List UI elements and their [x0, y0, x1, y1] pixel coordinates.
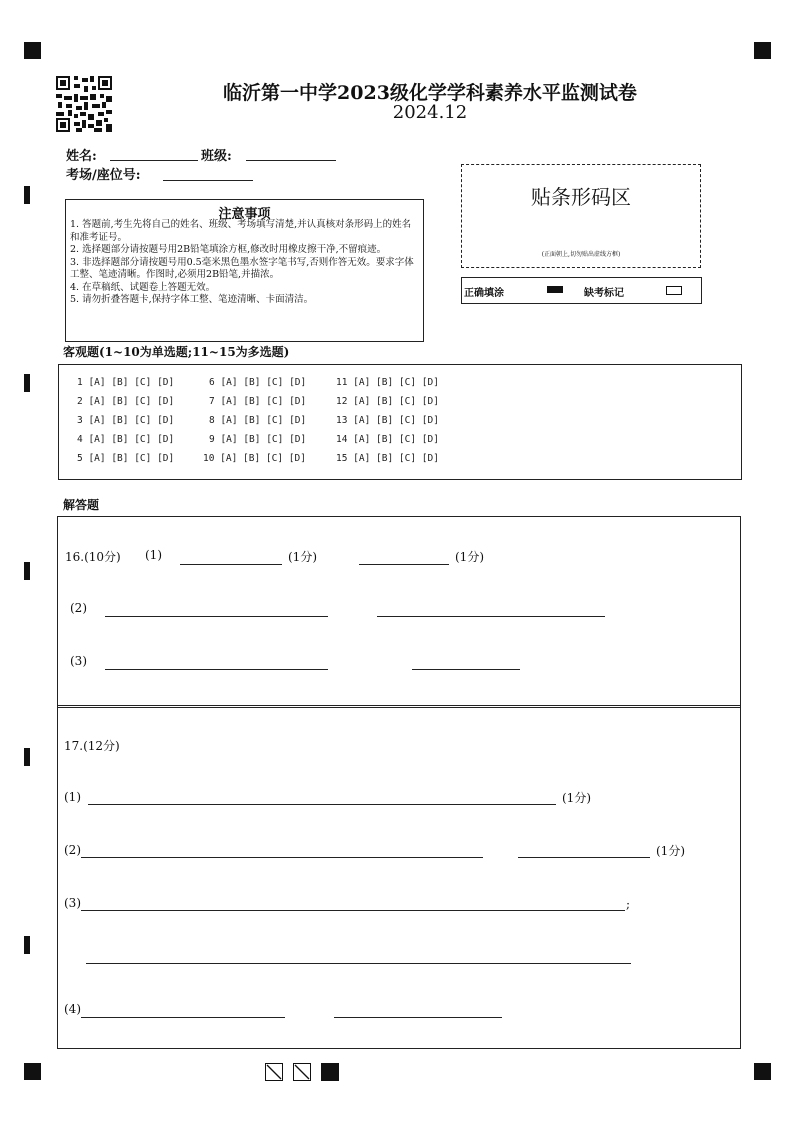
absent-label: 缺考标记	[584, 288, 624, 299]
objective-row[interactable]: 1 [A] [B] [C] [D]	[77, 377, 175, 388]
q17-semicolon: ;	[626, 897, 631, 911]
objective-row[interactable]: 14 [A] [B] [C] [D]	[336, 434, 439, 445]
q16-answer-1a[interactable]	[180, 564, 282, 565]
q16-answer-3b[interactable]	[412, 669, 520, 670]
timing-mark	[24, 374, 30, 392]
q17-score-2: (1分)	[656, 844, 685, 858]
question-17-box	[57, 705, 741, 1049]
objective-row[interactable]: 10 [A] [B] [C] [D]	[203, 453, 306, 464]
q17-answer-4b[interactable]	[334, 1017, 502, 1018]
question-16-box	[57, 516, 741, 708]
corner-mark-top-right	[754, 42, 771, 59]
timing-mark	[24, 186, 30, 204]
filled-label: 正确填涂	[464, 288, 504, 299]
exam-date: 2024.12	[392, 102, 468, 123]
objective-row[interactable]: 2 [A] [B] [C] [D]	[77, 396, 175, 407]
objective-row[interactable]: 15 [A] [B] [C] [D]	[336, 453, 439, 464]
name-label: 姓名:	[66, 149, 97, 164]
class-field[interactable]	[246, 160, 336, 161]
notice-item: 1. 答题前,考生先将自己的姓名、班级、考场填写清楚,并认真核对条形码上的姓名和准考证号。	[70, 219, 412, 243]
q17-part-3: (3)	[64, 896, 81, 910]
notice-item: 5. 请勿折叠答题卡,保持字体工整、笔迹清晰、卡面清洁。	[70, 294, 314, 305]
corner-mark-bottom-left	[24, 1063, 41, 1080]
q16-part-2: (2)	[70, 601, 87, 615]
notice-item: 3. 非选择题部分请按题号用0.5毫米黑色墨水签字笔书写,否则作答无效。要求字体工整、笔迹清晰。作图时,必须用2B铅笔,并描浓。	[70, 256, 414, 280]
q17-score-1: (1分)	[562, 791, 591, 805]
page-mark-slash-icon	[265, 1063, 283, 1081]
subjective-title: 解答题	[63, 498, 100, 512]
corner-mark-top-left	[24, 42, 41, 59]
q16-label: 16.(10分)	[65, 550, 121, 564]
fill-legend	[461, 277, 702, 304]
q17-answer-2b[interactable]	[518, 857, 650, 858]
q17-part-4: (4)	[64, 1002, 81, 1016]
q16-part-1: (1)	[145, 548, 162, 562]
q16-score-1: (1分)	[288, 550, 317, 564]
objective-row[interactable]: 4 [A] [B] [C] [D]	[77, 434, 175, 445]
q16-part-3: (3)	[70, 654, 87, 668]
objective-row[interactable]: 9 [A] [B] [C] [D]	[209, 434, 307, 445]
barcode-note: (正面朝上,切勿贴出虚线方框)	[541, 251, 621, 258]
q16-answer-2a[interactable]	[105, 616, 328, 617]
q17-answer-2a[interactable]	[81, 857, 483, 858]
page-mark-filled-icon	[321, 1063, 339, 1081]
q16-answer-3a[interactable]	[105, 669, 328, 670]
timing-mark	[24, 562, 30, 580]
q17-answer-1[interactable]	[88, 804, 556, 805]
objective-row[interactable]: 12 [A] [B] [C] [D]	[336, 396, 439, 407]
objective-row[interactable]: 13 [A] [B] [C] [D]	[336, 415, 439, 426]
q17-answer-3b[interactable]	[86, 963, 631, 964]
objective-row[interactable]: 11 [A] [B] [C] [D]	[336, 377, 439, 388]
q17-answer-3a[interactable]	[81, 910, 625, 911]
exam-title: 临沂第一中学2023级化学学科素养水平监测试卷	[223, 82, 637, 104]
timing-mark	[24, 748, 30, 766]
notice-title: 注意事项	[218, 207, 271, 222]
objective-row[interactable]: 6 [A] [B] [C] [D]	[209, 377, 307, 388]
q16-answer-2b[interactable]	[377, 616, 605, 617]
notice-item: 4. 在草稿纸、试题卷上答题无效。	[70, 281, 216, 293]
objective-row[interactable]: 3 [A] [B] [C] [D]	[77, 415, 175, 426]
class-label: 班级:	[201, 149, 232, 164]
q16-score-2: (1分)	[455, 550, 484, 564]
corner-mark-bottom-right	[754, 1063, 771, 1080]
objective-row[interactable]: 8 [A] [B] [C] [D]	[209, 415, 307, 426]
seat-label: 考场/座位号:	[66, 168, 141, 183]
filled-sample-icon	[547, 286, 563, 293]
notice-list	[70, 219, 419, 307]
q17-answer-4a[interactable]	[81, 1017, 285, 1018]
barcode-title: 贴条形码区	[531, 185, 631, 209]
page-mark-slash-icon	[293, 1063, 311, 1081]
timing-mark	[24, 936, 30, 954]
q17-part-1: (1)	[64, 790, 81, 804]
objective-row[interactable]: 5 [A] [B] [C] [D]	[77, 453, 175, 464]
q16-answer-1b[interactable]	[359, 564, 449, 565]
notice-box	[65, 199, 424, 342]
name-field[interactable]	[110, 160, 198, 161]
notice-item: 2. 选择题部分请按题号用2B铅笔填涂方框,修改时用橡皮擦干净,不留痕迹。	[70, 244, 387, 255]
q17-part-2: (2)	[64, 843, 81, 857]
objective-row[interactable]: 7 [A] [B] [C] [D]	[209, 396, 307, 407]
seat-field[interactable]	[163, 180, 253, 181]
barcode-area[interactable]	[461, 164, 701, 268]
objective-title: 客观题(1~10为单选题;11~15为多选题)	[63, 345, 290, 359]
q17-label: 17.(12分)	[64, 739, 120, 753]
absent-mark-box[interactable]	[666, 286, 682, 295]
